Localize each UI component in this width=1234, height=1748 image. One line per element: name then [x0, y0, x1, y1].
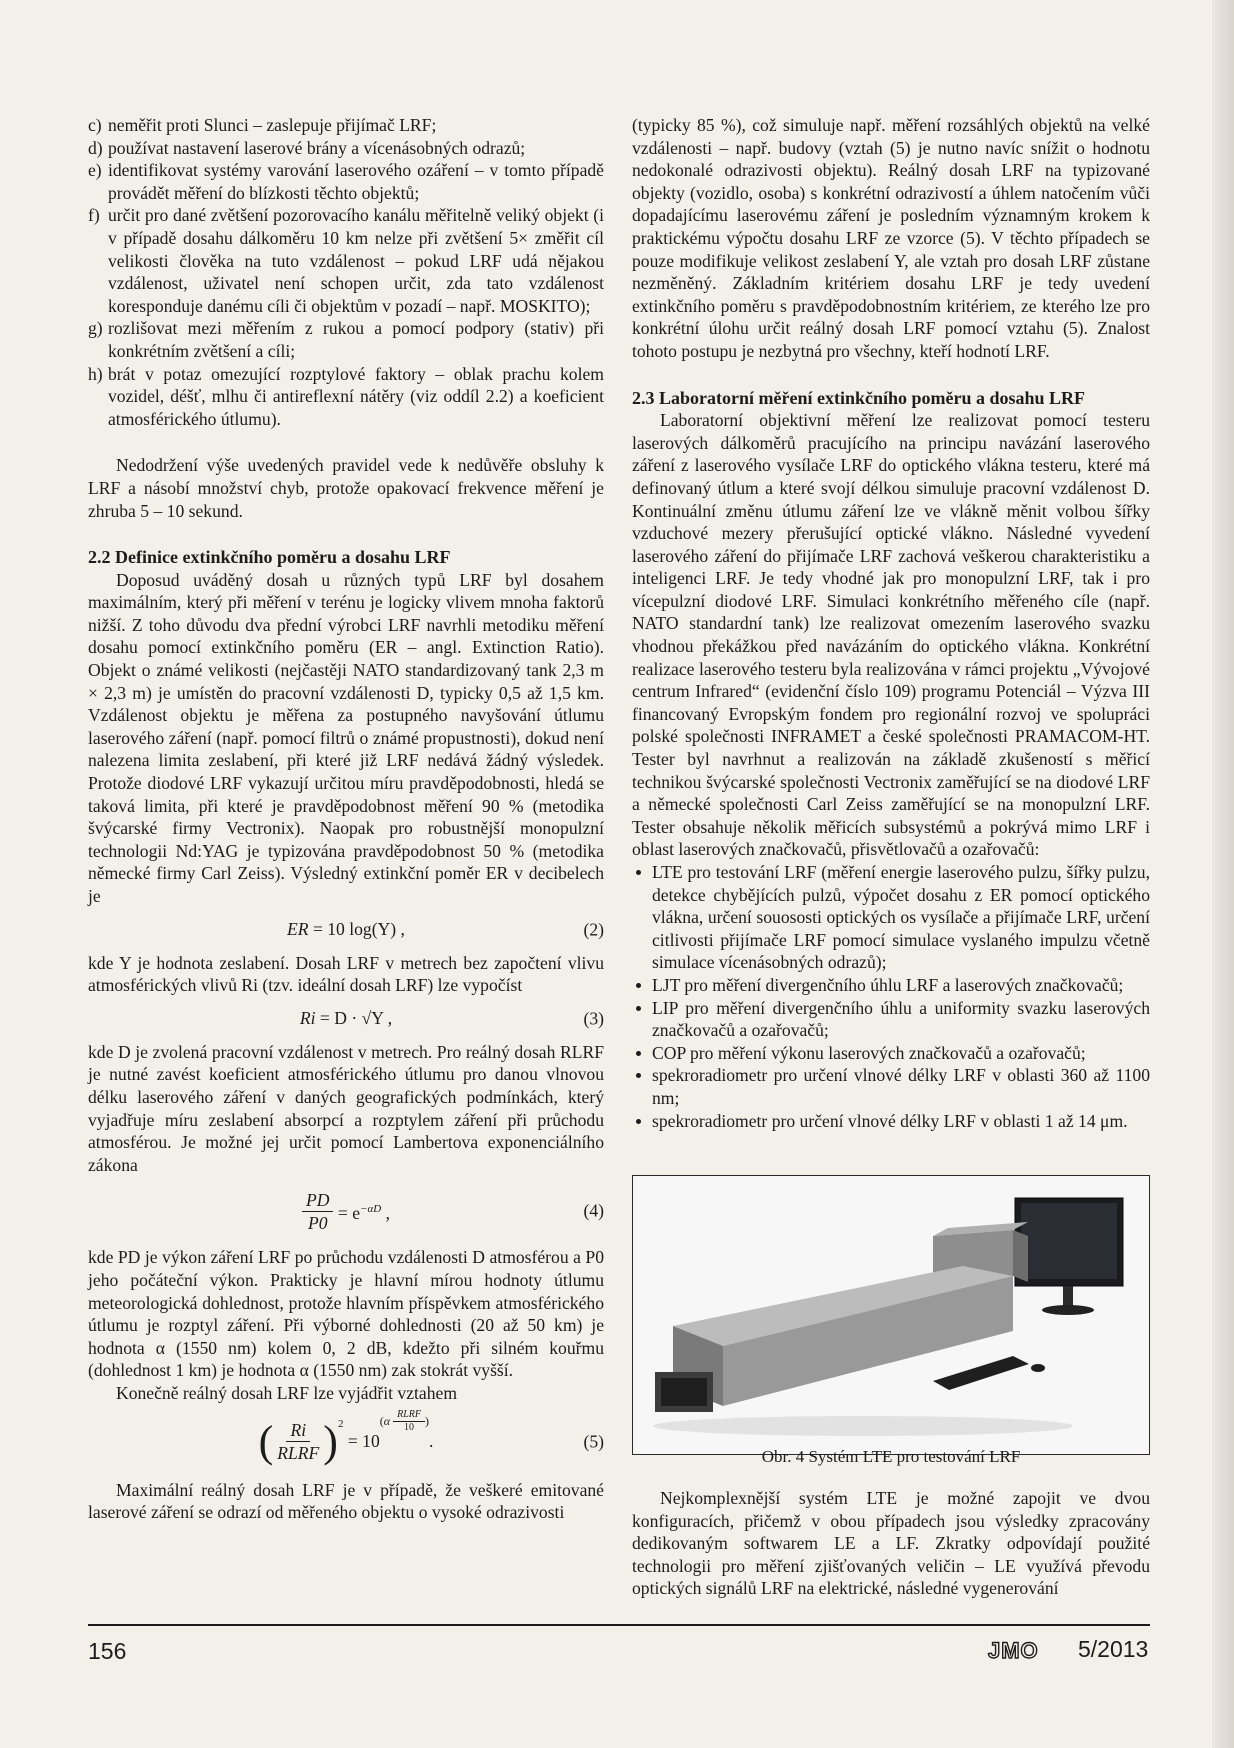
list-item: LIP pro měření divergenčního úhlu a uniformity svazku laserových značkovačů a ozařovačů;: [632, 997, 1150, 1042]
list-item: e) identifikovat systémy varování laserového ozáření – v tomto případě provádět měření do blízkosti těchto objektů;: [88, 160, 604, 203]
list-item: spekroradiometr pro určení vlnové délky LRF v oblasti 1 až 14 μm.: [632, 1110, 1150, 1133]
lte-system-photo: [633, 1176, 1149, 1454]
paragraph-2-3: Laboratorní objektivní měření lze realizovat pomocí testeru laserových dálkoměrů pracujícího na principu navázání laserového záření z laserového vysílače LRF do optického vlákna testeru, které má definovaný útlum a které svojí délkou simuluje pracovní vzdálenost D. Kontinuální změnu útlumu záření lze ve vlákně měnit volbou šířky vzduchové mezery přerušující optické vlákno. Následné vyvedení laserového záření do přijímače LRF zachová veškerou charakteristiku a inteligenci LRF. Je tedy vhodné jak pro monopulzní LRF, tak i pro vícepulzní diodové LRF. Simulaci konkrétního měřeného cíle (např. NATO standardní tank) lze realizovat omezením laserového svazku vhodnou překážkou před navázáním do optického vlákna. Konkrétní realizace laserového testeru byla realizována v rámci projektu „Vývojové centrum Infrared“ (evidenční číslo 109) programu Potenciál – Výzva III financovaný Evropským fondem pro regionální rozvoj ve spolupráci polské společnosti INFRAMET a české společnosti PRAMACOM-HT. Tester byl navrhnut a realizován na základě zkušeností s měřicí technikou švýcarské společnosti Vectronix zaměřující se na diodové LRF a německé společnosti Carl Zeiss zaměřující se na monopulzní LRF. Tester obsahuje několik měřicích subsystémů a pokrývá mimo LRF i oblast laserových značkovačů, přisvětlovačů a ozařovačů:: [632, 410, 1150, 860]
page-number: 156: [88, 1638, 127, 1664]
list-item: LTE pro testování LRF (měření energie laserového pulzu, šířky pulzu, detekce chybějících pulzů, výpočet dosahu z ER pomocí optického vlákna, určení souososti optických os vysílače a přijímače LRF, určení citlivosti přijímače LRF pomocí simulace vyslaného impulzu včetně simulace vícenásobných odrazů);: [632, 861, 1150, 974]
right-column: [632, 114, 1150, 1132]
section-heading-2-3: 2.3 Laboratorní měření extinkčního poměru a dosahu LRF: [632, 387, 1086, 408]
paragraph-2-2-f: Maximální reálný dosah LRF je v případě, že veškeré emitované laserové záření se odrazí od měřeného objektu o vysoké odrazivosti: [88, 1479, 604, 1523]
list-item: COP pro měření výkonu laserových značkovačů a ozařovačů;: [632, 1042, 1150, 1065]
journal-logo: [986, 1636, 1066, 1664]
equation-3: Ri = D · √Y , (3): [299, 1008, 604, 1029]
paragraph-after-figure: Nejkomplexnější systém LTE je možné zapojit ve dvou konfiguracích, přičemž v obou případech jsou výsledky zpracovány dedikovaným softwarem LE a LF. Zkratky odpovídají použité technologii pro měření zjišťovaných veličin – LE využívá převodu optických signálů LRF na elektrické, následné vygenerování: [632, 1488, 1150, 1599]
equation-5: ( $\frac{Ri}{\text{RLRF}}$ ) $^2$ = 10 ( α $\frac{\text{RLRF}}{10}$ ) . (5): [258, 1408, 604, 1466]
paragraph-rules: Nedodržení výše uvedených pravidel vede k nedůvěře obsluhy k LRF a násobí množství chyb, protože opakovací frekvence měření je zhruba 5 – 10 sekund.: [88, 455, 604, 521]
paragraph-2-2-a: Doposud uváděný dosah u různých typů LRF byl dosahem maximálním, který při měření v terénu je logicky vlivem mnoha faktorů nižší. Z toho důvodu dva přední výrobci LRF navrhli metodiku měření dosahu pomocí extinkčního poměru (ER – angl. Extinction Ratio). Objekt o známé velikosti (nejčastěji NATO standardizovaný tank 2,3 m × 2,3 m) je umístěn do pracovní vzdálenosti D, typicky 0,5 až 1,5 km. Vzdálenost objektu je měřena za postupného navyšování útlumu laserového záření (např. pomocí filtrů o známé propustnosti), dokud není nalezena limita zeslabení, při které již LRF nedává žádný výsledek. Protože diodové LRF vykazují určitou míru pravděpodobnosti, hledá se taková limita, při které je pravděpodobnost měření 90 % (metodika švýcarské firmy Vectronix). Naopak pro robustnější monopulzní technologii Nd:YAG je typizována pravděpodobnost 50 % (metodika německé firmy Carl Zeiss). Výsledný extinkční poměr ER v decibelech je: [88, 569, 604, 906]
subsystem-list: [632, 861, 1150, 1132]
paragraph-2-2-e: Konečně reálný dosah LRF lze vyjádřit vztahem: [116, 1382, 458, 1403]
footer-divider: [88, 1624, 1150, 1626]
paragraph-2-2-c: kde D je zvolená pracovní vzdálenost v metrech. Pro reálný dosah RLRF je nutné zavést koeficient atmosférického útlumu pro danou vlnovou délku laserového záření v daných geografických podmínkách, který vyjadřuje míru zeslabení absorpcí a rozptylem záření při průchodu atmosférou. Je možné jej určit pomocí Lambertova exponenciálního zákona: [88, 1041, 604, 1175]
equation-2: ER = 10 log(Y) , (2): [287, 919, 604, 940]
list-item: f) určit pro dané zvětšení pozorovacího kanálu měřitelně veliký objekt (i v případě dosahu dálkoměru 10 km nelze při zvětšení 5× změřit cíl velikosti člověka na tuto vzdálenost – pokud LRF udá nějakou vzdálenost, uživatel není schopen určit, zda tato vzdálenost koresponduje danému cíli či objektům v pozadí – např. MOSKITO);: [88, 205, 604, 316]
figure-lte-system: [632, 1175, 1150, 1455]
list-item: LJT pro měření divergenčního úhlu LRF a laserových značkovačů;: [632, 974, 1150, 997]
paragraph-2-2-b: kde Y je hodnota zeslabení. Dosah LRF v metrech bez započtení vlivu atmosférických vlivů Ri (tzv. ideální dosah LRF) lze vypočíst: [88, 952, 604, 996]
figure-caption: Obr. 4 Systém LTE pro testování LRF: [761, 1447, 1021, 1466]
page-edge-shadow: [1212, 0, 1234, 1748]
list-item: c) neměřit proti Slunci – zaslepuje přijímač LRF;: [88, 115, 437, 135]
list-item: d) používat nastavení laserové brány a vícenásobných odrazů;: [88, 137, 526, 158]
rules-list: [88, 114, 604, 430]
paragraph-2-2-d: kde PD je výkon záření LRF po průchodu vzdálenosti D atmosférou a P0 jeho počáteční výkon. Prakticky je hlavní mírou hodnoty útlumu meteorologická dohlednost, protože hlavním příspěvkem atmosférického útlumu je rozptyl záření. Při výborné dohlednosti (20 až 50 km) je hodnota α (1550 nm) kolem 0, 2 dB, kdežto při silném kouřmu (dohlednost 1 km) je hodnota α (1550 nm) zak stokrát vyšší.: [88, 1247, 604, 1381]
list-item: g) rozlišovat mezi měřením z rukou a pomocí podpory (stativ) při konkrétním zvětšení a cíli;: [88, 318, 604, 361]
issue-number: 5/2013: [1078, 1636, 1149, 1662]
section-heading-2-2: 2.2 Definice extinkčního poměru a dosahu LRF: [88, 547, 451, 568]
svg-text:JMO: JMO: [988, 1638, 1039, 1663]
left-column: [88, 114, 604, 1524]
list-item: h) brát v potaz omezující rozptylové faktory – oblak prachu kolem vozidel, déšť, mlhu či antireflexní nátěry (viz oddíl 2.2) a koeficient atmosférického útlumu).: [88, 363, 604, 429]
equation-4: $\frac{PD}{P0}$ = $e^{-\alpha D}$ , (4): [88, 1176, 604, 1246]
paragraph-continued: (typicky 85 %), což simuluje např. měření rozsáhlých objektů na velké vzdálenosti – např. budovy (vztah (5) je nutno navíc snížit o hodnotu nedokonalé odrazivosti objektu). Reálný dosah LRF na typizované objekty (vozidlo, osoba) s konkrétní odrazivostí a úhlem natočením vůči dopadajícímu laserovému záření je posledním významným krokem k praktickému výpočtu dosahu LRF ze vzorce (5). V těchto případech se pouze modifikuje velikost zeslabení Y, ale vztah pro dosah LRF zůstane nezměněný. Základním kritériem dosahu LRF je tedy uvedení extinkčního poměru s pravděpodobnostním kritériem, ze kterého lze pro konkrétní úlohu určit reálný dosah LRF pomocí vztahu (5). Znalost tohoto postupu je nezbytná pro všechny, kteří hodnotí LRF.: [632, 115, 1150, 361]
list-item: spekroradiometr pro určení vlnové délky LRF v oblasti 360 až 1100 nm;: [632, 1064, 1150, 1109]
